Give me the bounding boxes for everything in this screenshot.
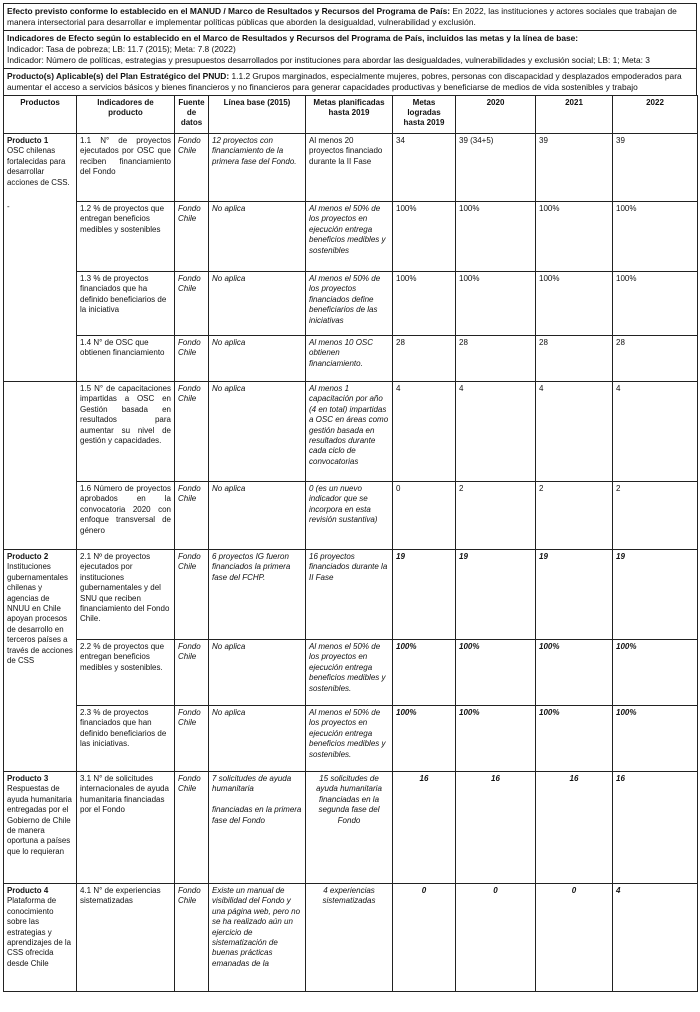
document-page: [3, 0, 697, 992]
table-row: [4, 382, 698, 482]
baseline-cell: No aplica: [209, 640, 306, 706]
value-2020-cell: 28: [456, 336, 536, 382]
value-2022-cell: 100%: [613, 706, 698, 772]
indicator-cell: 4.1 N° de experiencias sistematizadas: [77, 884, 175, 992]
achieved-cell: 0: [393, 884, 456, 992]
value-2021-cell: 0: [536, 884, 613, 992]
achieved-cell: 16: [393, 772, 456, 884]
product-cell: [4, 772, 77, 884]
achieved-cell: 4: [393, 382, 456, 482]
table-row: [4, 884, 698, 992]
target-cell: Al menos el 50% de los proyectos en ejecución entrega beneficios medibles y sostenibles: [306, 202, 393, 272]
achieved-cell: 28: [393, 336, 456, 382]
product-cell: [4, 134, 77, 382]
target-cell: Al menos 1 capacitación por año (4 en total) impartidas a OSC en áreas como gestión basada en resultados durante cada ciclo de convocatorias: [306, 382, 393, 482]
product-cell: [4, 550, 77, 772]
efecto-section: [3, 3, 697, 30]
col-header-2020: 2020: [456, 96, 536, 134]
indicator-cell: 1.3 % de proyectos financiados que ha definido beneficiarios de la iniciativa: [77, 272, 175, 336]
achieved-cell: 100%: [393, 202, 456, 272]
table-row: [4, 202, 698, 272]
value-2020-cell: 19: [456, 550, 536, 640]
results-table: [3, 95, 698, 992]
value-2020-cell: 100%: [456, 272, 536, 336]
achieved-cell: 100%: [393, 706, 456, 772]
source-cell: Fondo Chile: [175, 382, 209, 482]
source-cell: Fondo Chile: [175, 134, 209, 202]
indicator-cell: 1.2 % de proyectos que entregan beneficios medibles y sostenibles: [77, 202, 175, 272]
product-title: Producto 1: [7, 136, 49, 145]
table-row: [4, 772, 698, 884]
source-cell: Fondo Chile: [175, 640, 209, 706]
source-cell: Fondo Chile: [175, 272, 209, 336]
stray-mark: -: [7, 202, 10, 212]
value-2022-cell: 4: [613, 382, 698, 482]
product-title: Producto 3: [7, 774, 49, 783]
productos-aplicables-label: Producto(s) Aplicable(s) del Plan Estratégico del PNUD:: [7, 71, 230, 81]
value-2022-cell: 100%: [613, 272, 698, 336]
source-cell: Fondo Chile: [175, 884, 209, 992]
baseline-cell: [209, 772, 306, 884]
value-2022-cell: 4: [613, 884, 698, 992]
table-row: [4, 706, 698, 772]
col-header-metas-logradas: Metas logradas hasta 2019: [393, 96, 456, 134]
target-cell: 4 experiencias sistematizadas: [306, 884, 393, 992]
productos-aplicables-text: 1.1.2 Grupos marginados, especialmente mujeres, pobres, personas con discapacidad y desplazados empoderados para aumentar el acceso a servicios básicos y bienes financieros y no financieros para generar capacidades productivas y beneficiarse de medios de vida sostenibles y trabajo: [7, 71, 682, 92]
product-description: Respuestas de ayuda humanitaria entregadas por el Gobierno de Chile de manera oportuna a países que lo requieran: [7, 784, 72, 856]
baseline-text-b: financiadas en la primera fase del Fondo: [212, 805, 302, 825]
col-header-2021: 2021: [536, 96, 613, 134]
col-header-metas-planificadas: Metas planificadas hasta 2019: [306, 96, 393, 134]
baseline-cell: No aplica: [209, 202, 306, 272]
baseline-cell: No aplica: [209, 382, 306, 482]
productos-aplicables-section: [3, 68, 697, 95]
indicadores-section: [3, 30, 697, 68]
product-cell-empty: [4, 382, 77, 550]
efecto-text: En 2022, las instituciones y actores sociales que trabajan de manera intersectorial para desarrollar e implementar políticas públicas que aborden la desigualdad, vulnerabilidad y exclusión.: [7, 6, 677, 27]
value-2022-cell: 100%: [613, 202, 698, 272]
indicator-cell: 2.1 Nº de proyectos ejecutados por instituciones gubernamentales y del SNU que reciben financiamiento del Fondo Chile.: [77, 550, 175, 640]
indicador-politicas: Indicador: Número de políticas, estrategias y presupuestos desarrollados por instituciones para abordar las desigualdades, vulnerabilidades y exclusión social; LB: 1; Meta: 3: [7, 55, 650, 65]
indicador-pobreza: Indicador: Tasa de pobreza; LB: 11.7 (2015); Meta: 7.8 (2022): [7, 44, 236, 54]
target-cell: Al menos 10 OSC obtienen financiamiento.: [306, 336, 393, 382]
table-row: [4, 482, 698, 550]
baseline-text-a: 7 solicitudes de ayuda humanitaria: [212, 774, 292, 794]
baseline-cell: No aplica: [209, 706, 306, 772]
col-header-fuente: Fuente de datos: [175, 96, 209, 134]
table-row: [4, 134, 698, 202]
table-row: [4, 640, 698, 706]
target-cell: 0 (es un nuevo indicador que se incorpora en esta revisión sustantiva): [306, 482, 393, 550]
table-header-row: [4, 96, 698, 134]
indicator-cell: 1.1 N° de proyectos ejecutados por OSC que reciben financiamiento del Fondo: [77, 134, 175, 202]
achieved-cell: 34: [393, 134, 456, 202]
target-cell: 15 solicitudes de ayuda humanitaria financiadas en la segunda fase del Fondo: [306, 772, 393, 884]
indicator-cell: 2.3 % de proyectos financiados que han definido beneficiarios de las iniciativas.: [77, 706, 175, 772]
value-2021-cell: 100%: [536, 202, 613, 272]
target-cell: Al menos el 50% de los proyectos en ejecución entrega beneficios medibles y sostenibles.: [306, 640, 393, 706]
source-cell: Fondo Chile: [175, 706, 209, 772]
product-cell: [4, 884, 77, 992]
achieved-cell: 100%: [393, 640, 456, 706]
value-2022-cell: 2: [613, 482, 698, 550]
achieved-cell: 0: [393, 482, 456, 550]
baseline-cell: 12 proyectos con financiamiento de la primera fase del Fondo.: [209, 134, 306, 202]
source-cell: Fondo Chile: [175, 550, 209, 640]
value-2020-cell: 4: [456, 382, 536, 482]
target-cell: 16 proyectos financiados durante la II Fase: [306, 550, 393, 640]
product-title: Producto 4: [7, 886, 49, 895]
col-header-indicadores: Indicadores de producto: [77, 96, 175, 134]
indicator-cell: 1.6 Número de proyectos aprobados en la convocatoria 2020 con enfoque transversal de género: [77, 482, 175, 550]
value-2021-cell: 39: [536, 134, 613, 202]
value-2022-cell: 100%: [613, 640, 698, 706]
achieved-cell: 100%: [393, 272, 456, 336]
value-2021-cell: 100%: [536, 272, 613, 336]
value-2021-cell: 2: [536, 482, 613, 550]
value-2021-cell: 4: [536, 382, 613, 482]
col-header-linea-base: Línea base (2015): [209, 96, 306, 134]
baseline-cell: No aplica: [209, 272, 306, 336]
col-header-2022: 2022: [613, 96, 698, 134]
indicator-cell: 1.5 N° de capacitaciones impartidas a OSC en Gestión basada en resultados para aumentar su nivel de gestión y capacidades.: [77, 382, 175, 482]
value-2020-cell: 100%: [456, 202, 536, 272]
indicator-cell: 1.4 N° de OSC que obtienen financiamiento: [77, 336, 175, 382]
source-cell: Fondo Chile: [175, 336, 209, 382]
value-2020-cell: 100%: [456, 706, 536, 772]
source-cell: Fondo Chile: [175, 482, 209, 550]
value-2022-cell: 19: [613, 550, 698, 640]
value-2021-cell: 100%: [536, 640, 613, 706]
table-row: [4, 336, 698, 382]
baseline-cell: No aplica: [209, 336, 306, 382]
source-cell: Fondo Chile: [175, 772, 209, 884]
value-2021-cell: 100%: [536, 706, 613, 772]
value-2020-cell: 39 (34+5): [456, 134, 536, 202]
source-cell: Fondo Chile: [175, 202, 209, 272]
value-2020-cell: 100%: [456, 640, 536, 706]
indicator-cell: 3.1 N° de solicitudes internacionales de ayuda humanitaria financiadas por el Fondo: [77, 772, 175, 884]
value-2021-cell: 19: [536, 550, 613, 640]
baseline-cell: Existe un manual de visibilidad del Fondo y una página web, pero no se ha realizado aún un ejercicio de sistematización de buenas prácticas emanadas de la: [209, 884, 306, 992]
value-2022-cell: 28: [613, 336, 698, 382]
value-2022-cell: 16: [613, 772, 698, 884]
value-2020-cell: 16: [456, 772, 536, 884]
value-2021-cell: 16: [536, 772, 613, 884]
achieved-cell: 19: [393, 550, 456, 640]
product-description: Instituciones gubernamentales chilenas y agencias de NNUU en Chile apoyan procesos de desarrollo en terceros países a través de acciones de CSS: [7, 562, 73, 666]
target-cell: Al menos el 50% de los proyectos en ejecución entrega beneficios medibles y sostenibles.: [306, 706, 393, 772]
value-2020-cell: 0: [456, 884, 536, 992]
col-header-productos: Productos: [4, 96, 77, 134]
baseline-cell: 6 proyectos IG fueron financiados la primera fase del FCHP.: [209, 550, 306, 640]
indicadores-label: Indicadores de Efecto según lo establecido en el Marco de Resultados y Recursos del Programa de País, incluidos las metas y la línea de base:: [7, 33, 579, 43]
table-row: [4, 272, 698, 336]
product-title: Producto 2: [7, 552, 49, 561]
indicator-cell: 2.2 % de proyectos que entregan beneficios medibles y sostenibles.: [77, 640, 175, 706]
table-row: [4, 550, 698, 640]
baseline-cell: No aplica: [209, 482, 306, 550]
target-cell: Al menos el 50% de los proyectos financiados define beneficiarios de las iniciativas: [306, 272, 393, 336]
product-description: OSC chilenas fortalecidas para desarrollar acciones de CSS.: [7, 146, 70, 187]
value-2022-cell: 39: [613, 134, 698, 202]
value-2021-cell: 28: [536, 336, 613, 382]
product-description: Plataforma de conocimiento sobre las estrategias y aprendizajes de la CSS ofrecida desde Chile: [7, 896, 72, 968]
value-2020-cell: 2: [456, 482, 536, 550]
efecto-label: Efecto previsto conforme lo establecido en el MANUD / Marco de Resultados y Recursos del Programa de País:: [7, 6, 451, 16]
target-cell: Al menos 20 proyectos financiado durante la II Fase: [306, 134, 393, 202]
